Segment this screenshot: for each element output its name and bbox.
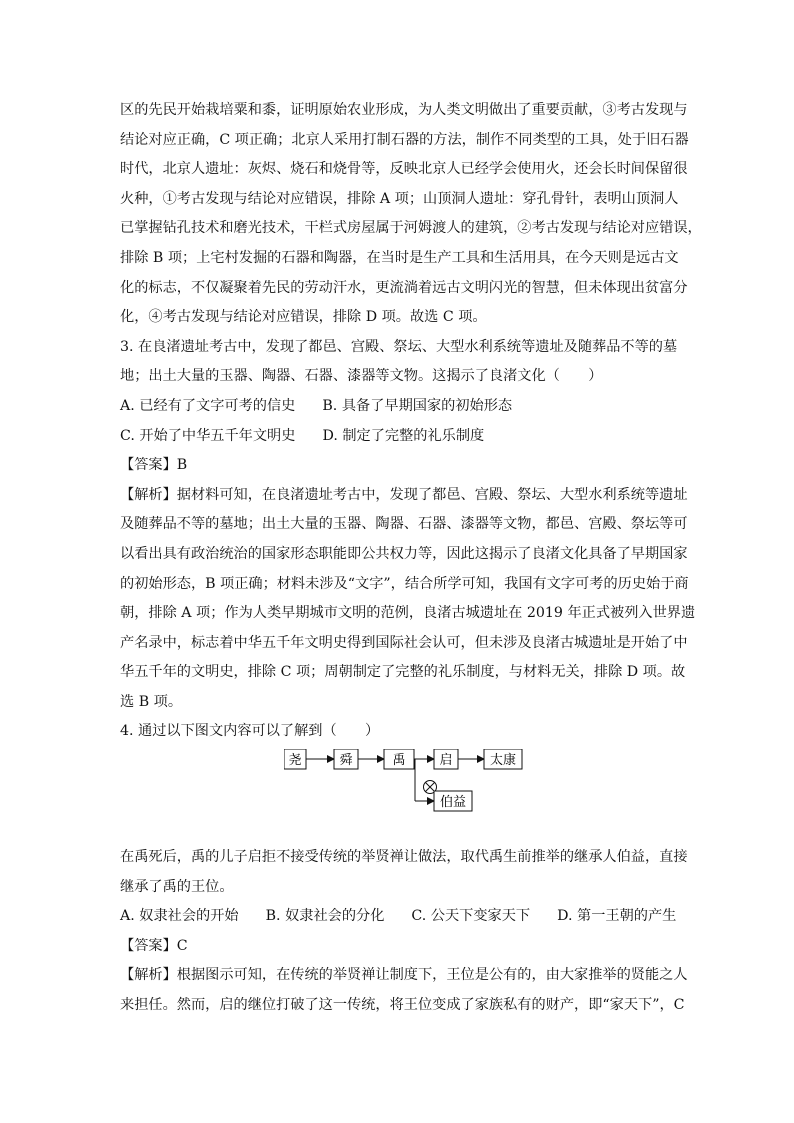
document-page	[120, 96, 702, 1021]
text-line: 区的先民开始栽培粟和黍，证明原始农业形成，为人类文明做出了重要贡献，③考古发现与	[120, 102, 688, 118]
label-qi: 启	[439, 753, 453, 769]
analysis-line: 【解析】根据图示可知，在传统的举贤禅让制度下，王位是公有的，由大家推举的贤能之人	[120, 967, 688, 984]
question-stem: 4. 通过以下图文内容可以了解到（ ）	[120, 723, 380, 740]
previous-analysis-continuation	[120, 96, 702, 333]
options-row	[120, 392, 676, 422]
analysis-line: 朝，排除 A 项；作为人类早期城市文明的范例，良渚古城遗址在 2019 年正式被列入世界遗	[120, 605, 696, 622]
options-row	[120, 902, 676, 932]
succession-diagram	[120, 747, 676, 843]
analysis-line: 来担任。然而，启的继位打破了这一传统，将王位变成了家族私有的财产，即“家天下”，C	[120, 997, 685, 1014]
options-row	[120, 422, 676, 452]
option-c: C. 开始了中华五千年文明史	[120, 427, 296, 444]
label-yao: 尧	[288, 753, 302, 769]
label-yu: 禹	[392, 753, 406, 769]
analysis-line: 华五千年的文明史，排除 C 项；周朝制定了完整的礼乐制度，与材料无关，排除 D 项。故	[120, 664, 686, 681]
text-line: 已掌握钻孔技术和磨光技术，干栏式房屋属于河姆渡人的建筑，②考古发现与结论对应错误，	[120, 220, 702, 237]
question-4	[120, 717, 688, 1020]
question-3	[120, 333, 696, 718]
text-line: 火种，①考古发现与结论对应错误，排除 A 项；山顶洞人遗址：穿孔骨针，表明山顶洞人	[120, 190, 679, 207]
label-shun: 舜	[339, 753, 353, 769]
question-stem: 3. 在良渚遗址考古中，发现了都邑、宫殿、祭坛、大型水利系统等遗址及随葬品不等的墓	[120, 338, 678, 355]
succession-flowchart	[284, 749, 546, 813]
analysis-line: 及随葬品不等的墓地；出土大量的玉器、陶器、石器、漆器等文物，都邑、宫殿、祭坛等可	[120, 516, 688, 533]
analysis-line: 的初始形态，B 项正确；材料未涉及“文字”，结合所学可知，我国有文字可考的历史始于商	[120, 575, 689, 592]
answer-label: 【答案】C	[120, 937, 188, 954]
label-taikang: 太康	[489, 753, 517, 769]
analysis-line: 以看出具有政治统治的国家形态职能即公共权力等，因此这揭示了良渚文化具备了早期国家	[120, 545, 688, 562]
analysis-line: 【解析】据材料可知，在良渚遗址考古中，发现了都邑、宫殿、祭坛、大型水利系统等遗址	[120, 486, 688, 503]
label-boyi: 伯益	[439, 795, 467, 811]
answer-label: 【答案】B	[120, 457, 188, 474]
option-d: D. 制定了完整的礼乐制度	[322, 427, 485, 444]
option-a: A. 已经有了文字可考的信史	[120, 397, 296, 414]
text-line: 排除 B 项；上宅村发掘的石器和陶器，在当时是生产工具和生活用具，在今天则是远古文	[120, 249, 679, 266]
option-d: D. 第一王朝的产生	[557, 908, 677, 925]
option-c: C. 公天下变家天下	[411, 908, 531, 925]
analysis-line: 选 B 项。	[120, 693, 183, 710]
caption-line: 在禹死后，禹的儿子启拒不接受传统的举贤禅让做法，取代禹生前推举的继承人伯益，直接	[120, 849, 688, 866]
text-line: 化，④考古发现与结论对应错误，排除 D 项。故选 C 项。	[120, 309, 487, 326]
analysis-line: 产名录中，标志着中华五千年文明史得到国际社会认可，但未涉及良渚古城遗址是开始了中	[120, 634, 688, 651]
text-line: 结论对应正确，C 项正确；北京人采用打制石器的方法，制作不同类型的工具，处于旧石器	[120, 131, 689, 148]
option-b: B. 具备了早期国家的初始形态	[322, 397, 513, 414]
caption-line: 继承了禹的王位。	[120, 878, 234, 895]
text-line: 化的标志，不仅凝聚着先民的劳动汗水，更流淌着远古文明闪光的智慧，但未体现出贫富分	[120, 279, 688, 296]
option-b: B. 奴隶社会的分化	[265, 908, 385, 925]
text-line: 时代，北京人遗址：灰烬、烧石和烧骨等，反映北京人已经学会使用火，还会长时间保留很	[120, 161, 688, 178]
question-stem: 地；出土大量的玉器、陶器、石器、漆器等文物。这揭示了良渚文化（ ）	[120, 368, 603, 385]
option-a: A. 奴隶社会的开始	[120, 908, 239, 925]
